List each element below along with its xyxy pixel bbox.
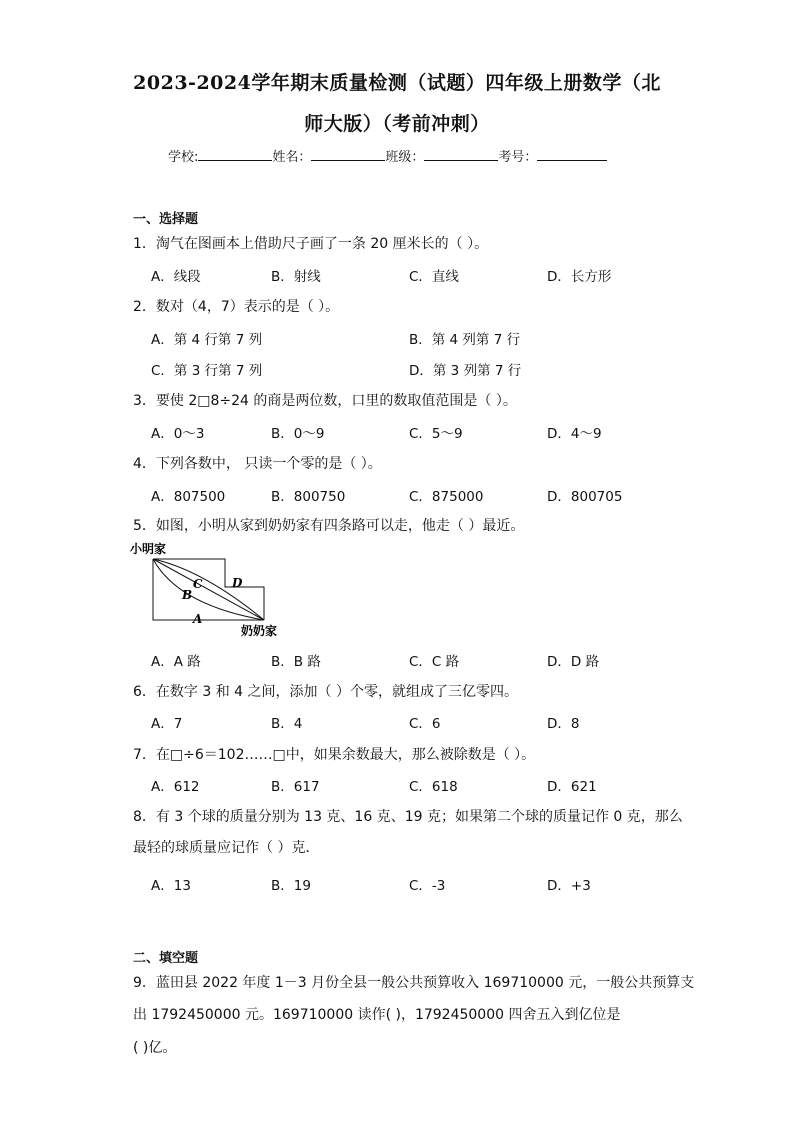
question-4: 4．下列各数中， 只读一个零的是（ ）。 [133,456,382,472]
q2-option-a: A．第 4 行第 7 列 [151,332,263,348]
question-5: 5．如图，小明从家到奶奶家有四条路可以走，他走（ ）最近。 [133,518,525,534]
q1-option-d: D．长方形 [547,269,612,285]
q7-option-c: C．618 [409,779,458,795]
q2-option-d: D．第 3 列第 7 行 [409,363,522,379]
question-8-line-1: 8．有 3 个球的质量分别为 13 克、16 克、19 克；如果第二个球的质量记作 0 克，那么 [133,809,683,825]
q2-option-b: B．第 4 列第 7 行 [409,332,521,348]
q1-option-a: A．线段 [151,269,201,285]
q3-option-c: C．5～9 [409,426,463,442]
class-blank [424,148,498,161]
q8-option-d: D．+3 [547,878,591,894]
q6-option-b: B．4 [271,716,303,732]
q4-option-a: A．807500 [151,489,226,505]
q6-option-c: C．6 [409,716,441,732]
label-b: B [182,588,193,602]
number-blank [537,148,607,161]
label-c: C [193,577,203,591]
name-blank [311,148,385,161]
grandma-label: 奶奶家 [241,624,278,638]
q8-option-a: A．13 [151,878,191,894]
number-label: 考号： [498,150,538,165]
q3-option-a: A．0～3 [151,426,205,442]
route-b-line [153,559,264,620]
q6-option-d: D．8 [547,716,580,732]
question-9-line-3: ( )亿。 [133,1040,177,1056]
school-label: 学校: [168,150,199,165]
q7-option-b: B．617 [271,779,320,795]
title-line-1: 2023-2024学年期末质量检测（试题）四年级上册数学（北 [133,72,661,94]
q2-option-c: C．第 3 行第 7 列 [151,363,263,379]
class-label: 班级： [385,150,425,165]
q7-option-d: D．621 [547,779,597,795]
section-title-choice: 一、选择题 [133,212,199,227]
q1-option-b: B．射线 [271,269,321,285]
q5-option-d: D．D 路 [547,654,600,670]
question-7: 7．在□÷6＝102……□中，如果余数最大，那么被除数是（ ）。 [133,747,536,763]
q5-option-b: B．B 路 [271,654,321,670]
school-blank [198,148,272,161]
q3-option-d: D．4～9 [547,426,602,442]
q1-option-c: C．直线 [409,269,459,285]
q4-option-d: D．800705 [547,489,623,505]
label-d: D [232,576,243,590]
question-1: 1．淘气在图画本上借助尺子画了一条 20 厘米长的（ ）。 [133,236,489,252]
student-info-row [168,146,607,165]
q8-option-c: C．-3 [409,878,446,894]
q8-option-b: B．19 [271,878,311,894]
title-line-2: 师大版）（考前冲刺） [304,113,490,135]
question-9-line-1: 9．蓝田县 2022 年度 1－3 月份全县一般公共预算收入 169710000 元，一般公共预算支 [133,975,695,991]
label-a: A [193,612,203,626]
q4-option-b: B．800750 [271,489,346,505]
question-6: 6．在数字 3 和 4 之间，添加（ ）个零，就组成了三亿零四。 [133,684,518,700]
q6-option-a: A．7 [151,716,183,732]
route-diagram [128,540,298,640]
name-label: 姓名： [272,150,312,165]
q3-option-b: B．0～9 [271,426,325,442]
home-label: 小明家 [130,542,167,556]
question-2: 2．数对（4，7）表示的是（ ）。 [133,299,340,315]
q5-option-a: A．A 路 [151,654,201,670]
question-9-line-2: 出 1792450000 元。169710000 读作( )，1792450000 四舍五入到亿位是 [133,1007,621,1023]
section-title-fill: 二、填空题 [133,951,199,966]
q4-option-c: C．875000 [409,489,484,505]
question-3: 3．要使 2□8÷24 的商是两位数，口里的数取值范围是（ ）。 [133,393,517,409]
q5-option-c: C．C 路 [409,654,460,670]
question-8-line-2: 最轻的球质量应记作（ ）克． [133,840,320,856]
q7-option-a: A．612 [151,779,200,795]
